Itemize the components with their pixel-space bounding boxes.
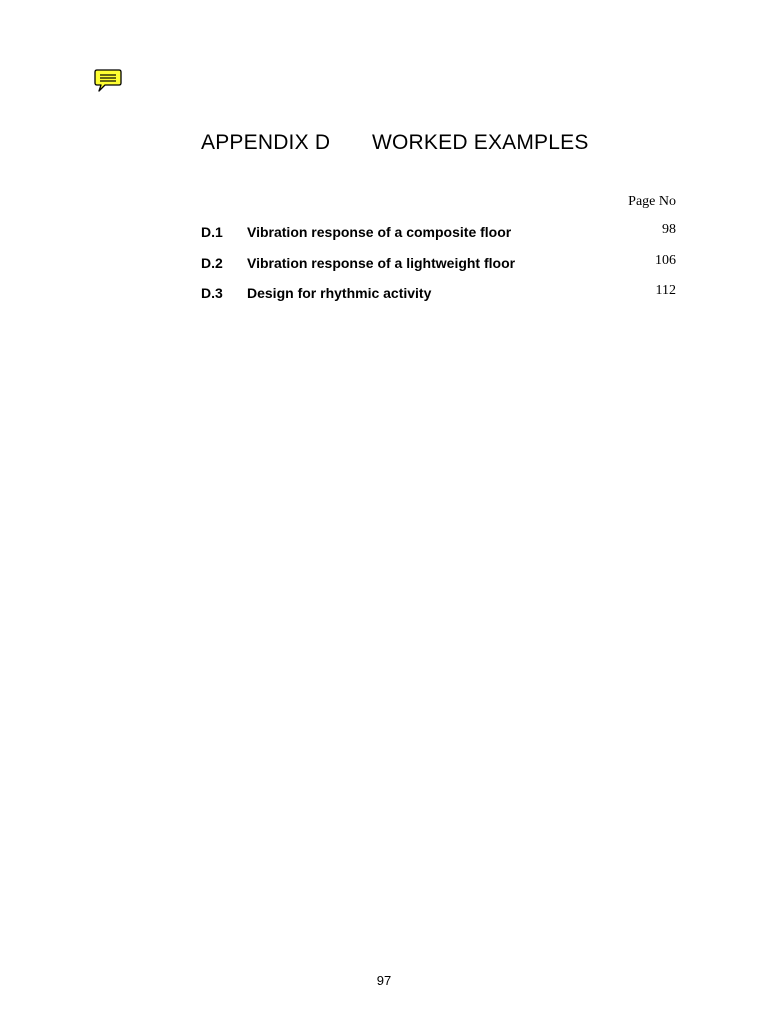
toc-entry-title: Vibration response of a composite floor — [247, 224, 512, 240]
toc-entry-title: Design for rhythmic activity — [247, 285, 432, 301]
comment-note-icon[interactable] — [94, 68, 122, 94]
toc-entry[interactable] — [201, 255, 676, 275]
toc-entry-number: D.3 — [201, 285, 223, 301]
toc-entry-number: D.1 — [201, 224, 223, 240]
appendix-title: WORKED EXAMPLES — [372, 131, 589, 154]
toc-entry-page: 106 — [655, 253, 676, 268]
page-number-column-header: Page No — [628, 194, 676, 209]
toc-entry[interactable] — [201, 224, 676, 244]
toc-entry-title: Vibration response of a lightweight floor — [247, 255, 516, 271]
toc-entry-page: 112 — [655, 283, 676, 298]
page-number: 97 — [376, 973, 392, 988]
toc-entry-number: D.2 — [201, 255, 223, 271]
appendix-heading — [201, 131, 589, 155]
toc-entry[interactable] — [201, 285, 676, 305]
toc-entry-page: 98 — [662, 222, 676, 237]
appendix-code: APPENDIX D — [201, 131, 331, 154]
